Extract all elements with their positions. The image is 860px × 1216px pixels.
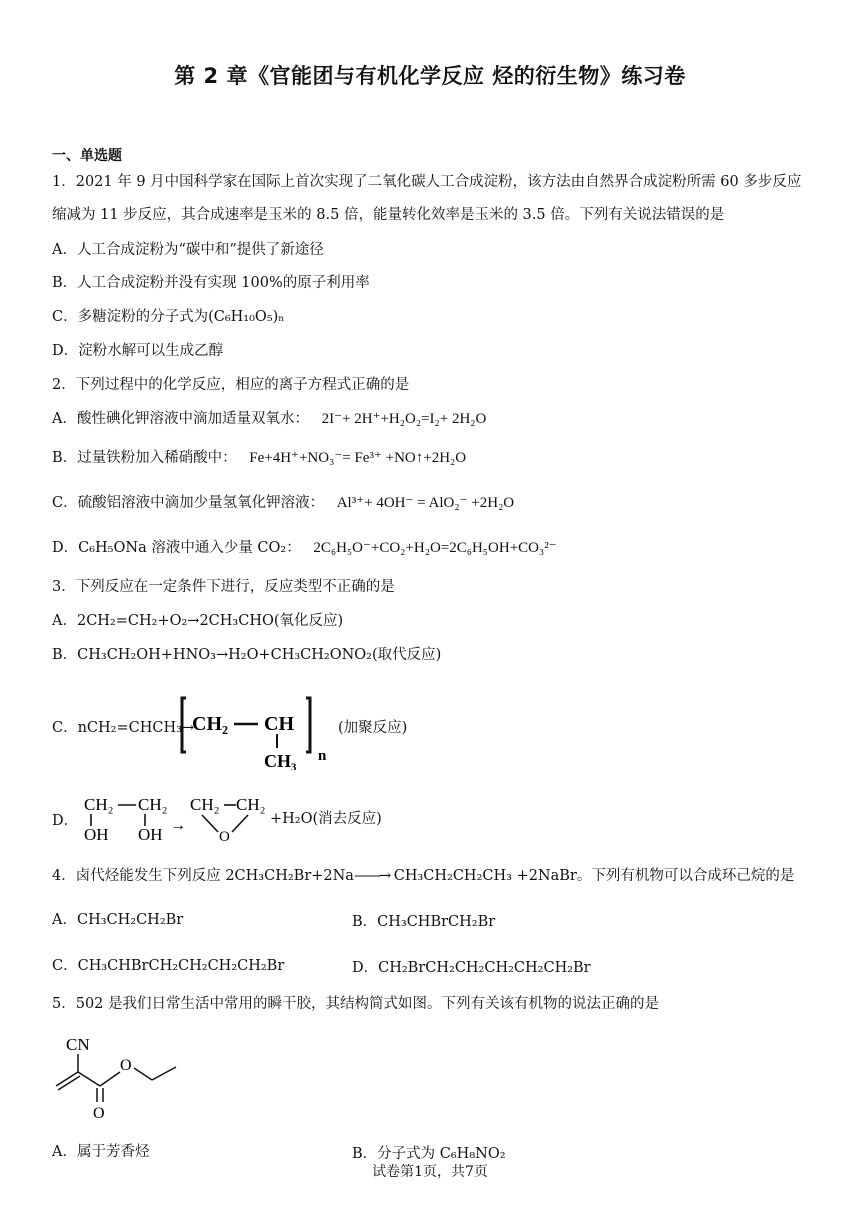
close-bracket: [306, 698, 310, 752]
struct-o-ester: O: [120, 1057, 132, 1074]
q1-option-d: D．淀粉水解可以生成乙醇: [52, 343, 224, 359]
q2-option-c-equation: Al³⁺+ 4OH⁻ = AlO₂⁻ +2H₂O: [336, 495, 515, 511]
epoxide-ch2-b: CH₂: [236, 795, 266, 814]
q3-option-a: A．2CH₂=CH₂+O₂→2CH₃CHO(氧化反应): [52, 613, 344, 629]
q2-stem: 2．下列过程中的化学反应，相应的离子方程式正确的是: [52, 377, 410, 393]
q4-stem-products: CH₃CH₂CH₂CH₃ +2NaBr。下列有机物可以合成环己烷的是: [389, 868, 795, 884]
q2-option-c: [52, 493, 514, 513]
q3-option-b: B．CH₃CH₂OH+HNO₃→H₂O+CH₃CH₂ONO₂(取代反应): [52, 647, 442, 663]
polypropylene-structure: [180, 690, 340, 770]
struct-cn: CN: [66, 1035, 90, 1054]
q5-option-a: A．属于芳香烃: [52, 1144, 150, 1160]
q2-option-c-label: C．硫酸铝溶液中滴加少量氢氧化钾溶液：: [52, 495, 325, 511]
q2-option-d: [52, 538, 557, 558]
long-arrow: ——→: [353, 868, 390, 884]
ethylene-glycol-to-epoxide: [78, 792, 278, 848]
epoxide-o: O: [219, 829, 230, 845]
q1-option-c: C．多糖淀粉的分子式为(C₆H₁₀O₅)ₙ: [52, 309, 285, 325]
reaction-arrow: →: [170, 817, 186, 834]
q2-option-d-equation: 2C₆H₅O⁻+CO₂+H₂O=2C₆H₅OH+CO₃²⁻: [313, 540, 557, 556]
poly-n: n: [318, 748, 327, 764]
q4-stem-reactants: 4．卤代烃能发生下列反应 2CH₃CH₂Br+2Na: [52, 868, 354, 884]
q5-option-b: B．分子式为 C₆H₈NO₂: [352, 1146, 506, 1162]
poly-ch2: CH₂: [192, 713, 228, 735]
glycol-oh-1: OH: [84, 825, 109, 844]
q3-option-d-suffix: +H₂O(消去反应): [270, 811, 382, 827]
q3-option-c-prefix: C．nCH₂=CHCH₃→: [52, 720, 195, 736]
q1-option-a: A．人工合成淀粉为“碳中和”提供了新途径: [52, 242, 324, 258]
q4-option-a: A．CH₃CH₂CH₂Br: [52, 912, 184, 928]
q3-stem: 3．下列反应在一定条件下进行，反应类型不正确的是: [52, 579, 395, 595]
q2-option-a-equation: 2I⁻+ 2H⁺+H₂O₂=I₂+ 2H₂O: [321, 411, 487, 427]
q2-option-a-label: A．酸性碘化钾溶液中滴加适量双氧水：: [52, 411, 309, 427]
q2-option-d-label: D．C₆H₅ONa 溶液中通入少量 CO₂：: [52, 540, 301, 556]
struct-o-carbonyl: O: [93, 1105, 105, 1122]
page-footer: 试卷第1页，共7页: [372, 1164, 488, 1180]
poly-ch3: CH₃: [264, 751, 297, 770]
q3-option-d-prefix: D．: [52, 813, 79, 829]
glycol-ch2-b: CH₂: [138, 795, 168, 814]
section-heading: 一、单选题: [52, 148, 122, 164]
q4-option-d: D．CH₂BrCH₂CH₂CH₂CH₂CH₂Br: [352, 960, 591, 976]
q2-option-a: [52, 409, 486, 429]
q2-option-b-label: B．过量铁粉加入稀硝酸中：: [52, 450, 237, 466]
q4-option-b: B．CH₃CHBrCH₂Br: [352, 914, 496, 930]
q1-stem-line2: 缩减为 11 步反应，其合成速率是玉米的 8.5 倍，能量转化效率是玉米的 3.5 倍。下列有关说法错误的是: [52, 207, 725, 223]
glycol-oh-2: OH: [138, 825, 163, 844]
cyanoacrylate-structure: [48, 1030, 198, 1125]
q4-stem: [52, 866, 794, 886]
open-bracket: [182, 698, 186, 752]
q2-option-b: [52, 448, 466, 468]
q4-option-c: C．CH₃CHBrCH₂CH₂CH₂CH₂Br: [52, 958, 285, 974]
epoxide-ch2-a: CH₂: [190, 795, 220, 814]
q3-option-c-suffix: (加聚反应): [338, 720, 408, 736]
q1-stem-line1: 1．2021 年 9 月中国科学家在国际上首次实现了二氧化碳人工合成淀粉，该方法由自然界合成淀粉所需 60 多步反应: [52, 174, 802, 190]
q1-option-b: B．人工合成淀粉并没有实现 100%的原子利用率: [52, 275, 370, 291]
glycol-ch2-a: CH₂: [84, 795, 114, 814]
q5-stem: 5．502 是我们日常生活中常用的瞬干胶，其结构简式如图。下列有关该有机物的说法正确的是: [52, 996, 660, 1012]
q2-option-b-equation: Fe+4H⁺+NO₃⁻= Fe³⁺ +NO↑+2H₂O: [249, 450, 467, 466]
poly-ch: CH: [264, 713, 294, 735]
page-title: 第 2 章《官能团与有机化学反应 烃的衍生物》练习卷: [174, 64, 686, 88]
